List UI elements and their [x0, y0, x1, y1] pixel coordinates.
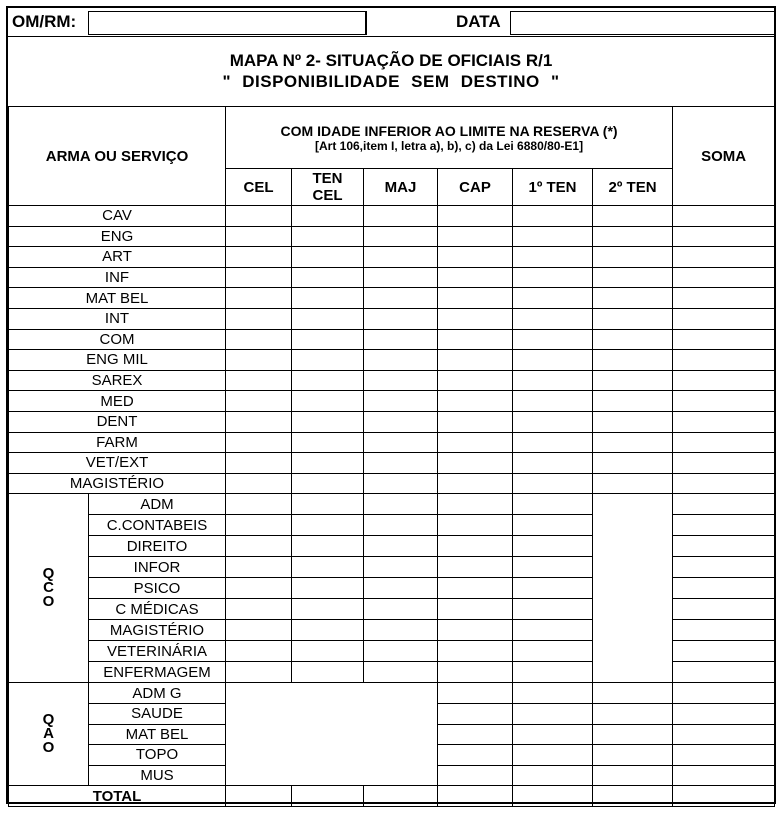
value-cell[interactable]	[513, 411, 593, 432]
value-cell[interactable]	[438, 724, 513, 745]
total-row	[9, 786, 775, 807]
table-row	[9, 247, 775, 268]
value-cell[interactable]	[438, 411, 513, 432]
value-cell[interactable]	[226, 578, 292, 599]
table-row	[9, 453, 775, 474]
officers-table	[8, 106, 775, 807]
arm-label: SAREX	[9, 370, 226, 391]
table-row	[9, 267, 775, 288]
arm-label: CAV	[9, 206, 226, 227]
value-cell[interactable]	[513, 329, 593, 350]
table-row	[9, 288, 775, 309]
value-cell[interactable]	[292, 411, 364, 432]
value-cell[interactable]	[226, 288, 292, 309]
value-cell[interactable]	[438, 765, 513, 786]
qao-item-label: MAT BEL	[89, 724, 226, 745]
qco-item-label: MAGISTÉRIO	[89, 620, 226, 641]
soma-header: SOMA	[673, 107, 775, 206]
value-cell[interactable]	[513, 308, 593, 329]
form-header	[8, 8, 774, 36]
value-cell[interactable]	[513, 683, 593, 704]
value-cell[interactable]	[226, 350, 292, 371]
qao-item-label: ADM G	[89, 683, 226, 704]
value-cell[interactable]	[593, 683, 673, 704]
value-cell[interactable]	[292, 206, 364, 227]
table-row	[9, 473, 775, 494]
value-cell[interactable]	[292, 226, 364, 247]
arm-label: DENT	[9, 411, 226, 432]
total-cell[interactable]	[226, 786, 292, 807]
value-cell[interactable]	[593, 308, 673, 329]
value-cell[interactable]	[292, 453, 364, 474]
value-cell[interactable]	[438, 247, 513, 268]
value-cell[interactable]	[593, 411, 673, 432]
value-cell[interactable]	[593, 391, 673, 412]
value-cell[interactable]	[438, 206, 513, 227]
arm-label: VET/EXT	[9, 453, 226, 474]
value-cell[interactable]	[593, 267, 673, 288]
value-cell[interactable]	[673, 662, 775, 683]
value-cell[interactable]	[364, 247, 438, 268]
value-cell[interactable]	[673, 641, 775, 662]
value-cell[interactable]	[513, 350, 593, 371]
rank-header: 2º TEN	[593, 169, 673, 206]
table-row	[9, 432, 775, 453]
qco-letter: O	[42, 593, 55, 611]
value-cell[interactable]	[513, 536, 593, 557]
qao-item-label: MUS	[89, 765, 226, 786]
value-cell[interactable]	[513, 641, 593, 662]
value-cell[interactable]	[438, 453, 513, 474]
om-rm-field[interactable]	[88, 11, 366, 35]
value-cell[interactable]	[673, 765, 775, 786]
value-cell[interactable]	[292, 308, 364, 329]
title-line-2: " DISPONIBILIDADE SEM DESTINO "	[222, 72, 560, 91]
value-cell[interactable]	[292, 515, 364, 536]
value-cell[interactable]	[513, 370, 593, 391]
value-cell[interactable]	[593, 745, 673, 766]
value-cell[interactable]	[673, 703, 775, 724]
arm-label: MED	[9, 391, 226, 412]
value-cell[interactable]	[513, 267, 593, 288]
value-cell[interactable]	[292, 329, 364, 350]
total-label: TOTAL	[9, 786, 226, 807]
qco-item-label: ENFERMAGEM	[89, 662, 226, 683]
value-cell[interactable]	[226, 247, 292, 268]
value-cell[interactable]	[226, 662, 292, 683]
value-cell[interactable]	[364, 267, 438, 288]
value-cell[interactable]	[673, 391, 775, 412]
value-cell[interactable]	[364, 370, 438, 391]
value-cell[interactable]	[438, 599, 513, 620]
value-cell[interactable]	[593, 206, 673, 227]
arm-label: ENG MIL	[9, 350, 226, 371]
value-cell[interactable]	[292, 494, 364, 515]
value-cell[interactable]	[513, 578, 593, 599]
value-cell[interactable]	[292, 267, 364, 288]
value-cell[interactable]	[673, 267, 775, 288]
value-cell[interactable]	[364, 620, 438, 641]
value-cell[interactable]	[438, 620, 513, 641]
qco-item-label: PSICO	[89, 578, 226, 599]
value-cell[interactable]	[673, 432, 775, 453]
value-cell[interactable]	[226, 391, 292, 412]
value-cell[interactable]	[673, 599, 775, 620]
value-cell[interactable]	[364, 536, 438, 557]
qco-item-label: C MÉDICAS	[89, 599, 226, 620]
title-line-1: MAPA Nº 2- SITUAÇÃO DE OFICIAIS R/1	[229, 51, 553, 70]
value-cell[interactable]	[673, 557, 775, 578]
value-cell[interactable]	[226, 620, 292, 641]
value-cell[interactable]	[292, 473, 364, 494]
value-cell[interactable]	[673, 745, 775, 766]
value-cell[interactable]	[226, 329, 292, 350]
value-cell[interactable]	[292, 536, 364, 557]
value-cell[interactable]	[438, 641, 513, 662]
total-cell[interactable]	[593, 786, 673, 807]
qao-item-label: SAUDE	[89, 703, 226, 724]
arm-label: FARM	[9, 432, 226, 453]
arma-servico-header: ARMA OU SERVIÇO	[9, 107, 226, 206]
qao-item-label: TOPO	[89, 745, 226, 766]
value-cell[interactable]	[226, 206, 292, 227]
qao-group-label	[9, 683, 89, 786]
total-cell[interactable]	[364, 786, 438, 807]
value-cell[interactable]	[438, 662, 513, 683]
value-cell[interactable]	[226, 370, 292, 391]
value-cell[interactable]	[513, 557, 593, 578]
value-cell[interactable]	[438, 329, 513, 350]
arm-label: MAT BEL	[9, 288, 226, 309]
arm-label: INT	[9, 308, 226, 329]
value-cell[interactable]	[364, 662, 438, 683]
value-cell[interactable]	[364, 557, 438, 578]
qco-item-label: DIREITO	[89, 536, 226, 557]
value-cell[interactable]	[438, 473, 513, 494]
value-cell[interactable]	[593, 724, 673, 745]
arm-label: COM	[9, 329, 226, 350]
qco-item-label: VETERINÁRIA	[89, 641, 226, 662]
age-group-header-line-2: [Art 106,item I, letra a), b), c) da Lei 6880/80-E1]	[315, 138, 584, 153]
value-cell[interactable]	[292, 578, 364, 599]
form-title	[8, 36, 774, 107]
rank-header: 1º TEN	[513, 169, 593, 206]
value-cell[interactable]	[292, 288, 364, 309]
value-cell[interactable]	[438, 536, 513, 557]
value-cell[interactable]	[593, 288, 673, 309]
value-cell[interactable]	[226, 411, 292, 432]
value-cell[interactable]	[513, 515, 593, 536]
value-cell[interactable]	[292, 247, 364, 268]
value-cell[interactable]	[513, 247, 593, 268]
value-cell[interactable]	[673, 247, 775, 268]
value-cell[interactable]	[292, 599, 364, 620]
value-cell[interactable]	[438, 578, 513, 599]
value-cell[interactable]	[673, 370, 775, 391]
rank-header: CEL	[226, 169, 292, 206]
value-cell[interactable]	[364, 473, 438, 494]
value-cell[interactable]	[593, 247, 673, 268]
value-cell[interactable]	[226, 226, 292, 247]
value-cell[interactable]	[513, 724, 593, 745]
qco-letter: C	[43, 579, 54, 597]
value-cell[interactable]	[292, 641, 364, 662]
value-cell[interactable]	[513, 432, 593, 453]
value-cell[interactable]	[513, 453, 593, 474]
value-cell[interactable]	[673, 578, 775, 599]
total-cell[interactable]	[513, 786, 593, 807]
value-cell[interactable]	[292, 370, 364, 391]
value-cell[interactable]	[438, 703, 513, 724]
value-cell[interactable]	[226, 599, 292, 620]
qco-letter: Q	[42, 565, 55, 583]
value-cell[interactable]	[513, 226, 593, 247]
value-cell[interactable]	[673, 724, 775, 745]
rank-header: CAP	[438, 169, 513, 206]
arm-label: ART	[9, 247, 226, 268]
value-cell[interactable]	[513, 206, 593, 227]
value-cell[interactable]	[438, 288, 513, 309]
value-cell[interactable]	[364, 599, 438, 620]
value-cell[interactable]	[593, 703, 673, 724]
unused-senior-ranks-block	[226, 683, 438, 786]
value-cell[interactable]	[673, 453, 775, 474]
table-row	[9, 494, 775, 515]
value-cell[interactable]	[438, 745, 513, 766]
value-cell[interactable]	[438, 308, 513, 329]
value-cell[interactable]	[513, 703, 593, 724]
qao-letter: A	[43, 725, 54, 743]
table-row	[9, 350, 775, 371]
data-label: DATA	[456, 12, 501, 31]
value-cell[interactable]	[364, 350, 438, 371]
value-cell[interactable]	[438, 683, 513, 704]
table-row	[9, 308, 775, 329]
value-cell[interactable]	[438, 557, 513, 578]
value-cell[interactable]	[593, 453, 673, 474]
value-cell[interactable]	[226, 432, 292, 453]
value-cell[interactable]	[438, 226, 513, 247]
value-cell[interactable]	[292, 391, 364, 412]
value-cell[interactable]	[438, 515, 513, 536]
table-row	[9, 226, 775, 247]
value-cell[interactable]	[364, 226, 438, 247]
qco-item-label: C.CONTABEIS	[89, 515, 226, 536]
rank-header: MAJ	[364, 169, 438, 206]
value-cell[interactable]	[364, 411, 438, 432]
value-cell[interactable]	[364, 494, 438, 515]
table-row	[9, 329, 775, 350]
table-row	[9, 206, 775, 227]
value-cell[interactable]	[226, 515, 292, 536]
value-cell[interactable]	[226, 494, 292, 515]
value-cell[interactable]	[513, 599, 593, 620]
value-cell[interactable]	[226, 267, 292, 288]
value-cell[interactable]	[364, 288, 438, 309]
value-cell[interactable]	[364, 391, 438, 412]
value-cell[interactable]	[364, 641, 438, 662]
value-cell[interactable]	[513, 662, 593, 683]
qao-letter: O	[42, 739, 55, 757]
value-cell[interactable]	[513, 288, 593, 309]
value-cell[interactable]	[226, 473, 292, 494]
value-cell[interactable]	[438, 350, 513, 371]
value-cell[interactable]	[593, 329, 673, 350]
value-cell[interactable]	[673, 494, 775, 515]
value-cell[interactable]	[513, 765, 593, 786]
value-cell[interactable]	[593, 350, 673, 371]
value-cell[interactable]	[292, 432, 364, 453]
value-cell[interactable]	[364, 329, 438, 350]
value-cell[interactable]	[513, 620, 593, 641]
value-cell[interactable]	[673, 350, 775, 371]
table-row	[9, 370, 775, 391]
value-cell[interactable]	[226, 308, 292, 329]
table-row	[9, 391, 775, 412]
value-cell[interactable]	[593, 432, 673, 453]
total-cell[interactable]	[438, 786, 513, 807]
value-cell[interactable]	[673, 288, 775, 309]
value-cell[interactable]	[364, 515, 438, 536]
data-field[interactable]	[510, 11, 774, 35]
value-cell[interactable]	[292, 662, 364, 683]
value-cell[interactable]	[364, 432, 438, 453]
value-cell[interactable]	[364, 578, 438, 599]
qco-group-label	[9, 494, 89, 683]
value-cell[interactable]	[593, 765, 673, 786]
header-divider	[366, 11, 367, 35]
rank-header: TEN CEL	[292, 169, 364, 206]
total-cell[interactable]	[673, 786, 775, 807]
age-group-header-line-1: COM IDADE INFERIOR AO LIMITE NA RESERVA (*)	[280, 122, 618, 139]
qco-item-label: ADM	[89, 494, 226, 515]
value-cell[interactable]	[226, 641, 292, 662]
value-cell[interactable]	[673, 536, 775, 557]
value-cell[interactable]	[673, 683, 775, 704]
value-cell[interactable]	[673, 411, 775, 432]
value-cell[interactable]	[438, 432, 513, 453]
value-cell[interactable]	[673, 226, 775, 247]
value-cell[interactable]	[438, 494, 513, 515]
value-cell[interactable]	[438, 391, 513, 412]
arm-label: MAGISTÉRIO	[9, 473, 226, 494]
arm-label: INF	[9, 267, 226, 288]
om-rm-label: OM/RM:	[12, 12, 77, 31]
value-cell[interactable]	[673, 206, 775, 227]
qco-item-label: INFOR	[89, 557, 226, 578]
value-cell[interactable]	[593, 473, 673, 494]
value-cell[interactable]	[593, 370, 673, 391]
table-row	[9, 683, 775, 704]
value-cell[interactable]	[673, 473, 775, 494]
value-cell[interactable]	[226, 557, 292, 578]
total-cell[interactable]	[292, 786, 364, 807]
age-group-header	[226, 107, 673, 169]
value-cell[interactable]	[673, 515, 775, 536]
qao-letter: Q	[42, 711, 55, 729]
unused-2ten-block	[593, 494, 673, 683]
value-cell[interactable]	[513, 391, 593, 412]
value-cell[interactable]	[364, 453, 438, 474]
value-cell[interactable]	[593, 226, 673, 247]
arm-label: ENG	[9, 226, 226, 247]
value-cell[interactable]	[673, 329, 775, 350]
value-cell[interactable]	[226, 536, 292, 557]
value-cell[interactable]	[226, 453, 292, 474]
value-cell[interactable]	[292, 620, 364, 641]
value-cell[interactable]	[673, 620, 775, 641]
value-cell[interactable]	[673, 308, 775, 329]
value-cell[interactable]	[513, 494, 593, 515]
value-cell[interactable]	[292, 350, 364, 371]
value-cell[interactable]	[438, 370, 513, 391]
table-row	[9, 411, 775, 432]
value-cell[interactable]	[513, 473, 593, 494]
value-cell[interactable]	[292, 557, 364, 578]
value-cell[interactable]	[364, 308, 438, 329]
value-cell[interactable]	[513, 745, 593, 766]
value-cell[interactable]	[438, 267, 513, 288]
value-cell[interactable]	[364, 206, 438, 227]
